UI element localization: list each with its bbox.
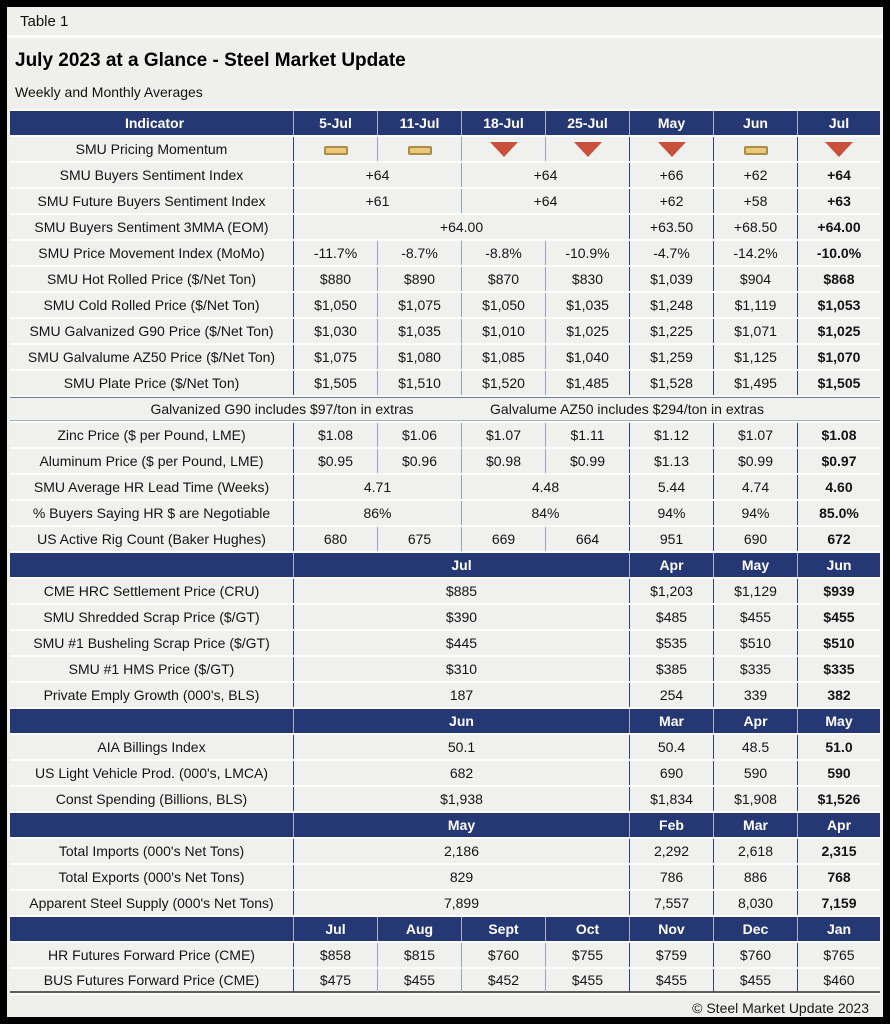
period-header-row (10, 553, 880, 577)
data-cell: 590 (713, 761, 797, 785)
data-cell: 84% (461, 501, 629, 525)
table-row (10, 475, 880, 499)
data-cell: $1,119 (713, 293, 797, 317)
column-header: Feb (629, 813, 713, 837)
data-cell: $1,075 (377, 293, 461, 317)
data-cell: $1,035 (377, 319, 461, 343)
copyright: © Steel Market Update 2023 (692, 1000, 869, 1016)
data-cell: $870 (461, 267, 545, 291)
data-cell: 94% (629, 501, 713, 525)
data-cell: $0.95 (293, 449, 377, 473)
data-cell: +58 (713, 189, 797, 213)
table-row (10, 865, 880, 889)
column-header: Jun (797, 553, 880, 577)
data-cell: $455 (713, 969, 797, 993)
column-header: May (713, 553, 797, 577)
row-label: SMU Buyers Sentiment 3MMA (EOM) (10, 215, 293, 239)
data-cell: $510 (797, 631, 880, 655)
table-row (10, 319, 880, 343)
data-cell: $1,075 (293, 345, 377, 369)
data-cell: $1,050 (461, 293, 545, 317)
page-title: July 2023 at a Glance - Steel Market Update (15, 50, 406, 71)
data-cell: $510 (713, 631, 797, 655)
data-cell: $335 (713, 657, 797, 681)
data-cell: $455 (545, 969, 629, 993)
data-cell: 7,557 (629, 891, 713, 915)
data-cell: $1,485 (545, 371, 629, 395)
column-header: Jul (293, 553, 629, 577)
data-cell: +63.50 (629, 215, 713, 239)
row-label: US Light Vehicle Prod. (000's, LMCA) (10, 761, 293, 785)
row-label: Zinc Price ($ per Pound, LME) (10, 423, 293, 447)
data-cell: -4.7% (629, 241, 713, 265)
table-row (10, 579, 880, 603)
data-cell: 2,186 (293, 839, 629, 863)
data-cell: 50.4 (629, 735, 713, 759)
data-cell: $765 (797, 943, 880, 967)
period-header-row (10, 917, 880, 941)
row-label (10, 553, 293, 577)
data-cell: 786 (629, 865, 713, 889)
row-label (10, 917, 293, 941)
column-header: May (629, 111, 713, 135)
sheet (7, 7, 883, 1017)
table-row (10, 449, 880, 473)
data-cell: 886 (713, 865, 797, 889)
period-header-row (10, 813, 880, 837)
data-cell: $1,053 (797, 293, 880, 317)
row-label: Total Exports (000's Net Tons) (10, 865, 293, 889)
data-cell: $455 (713, 605, 797, 629)
momentum-row (10, 137, 880, 161)
data-cell: +64 (461, 189, 629, 213)
momentum-down-icon (825, 142, 853, 157)
data-cell: $1,025 (797, 319, 880, 343)
table-row (10, 839, 880, 863)
momentum-down-icon (490, 142, 518, 157)
data-cell: +68.50 (713, 215, 797, 239)
row-label: % Buyers Saying HR $ are Negotiable (10, 501, 293, 525)
data-cell: 339 (713, 683, 797, 707)
data-cell: $1.08 (797, 423, 880, 447)
data-cell: $1,259 (629, 345, 713, 369)
data-cell: 4.74 (713, 475, 797, 499)
divider-rule (7, 35, 883, 38)
column-header: Jul (797, 111, 880, 135)
column-header: Aug (377, 917, 461, 941)
table-header-row (10, 111, 880, 135)
table-row (10, 371, 880, 395)
data-cell: $0.97 (797, 449, 880, 473)
momentum-down-icon (574, 142, 602, 157)
data-cell: 672 (797, 527, 880, 551)
column-header: Oct (545, 917, 629, 941)
column-header: Apr (797, 813, 880, 837)
data-cell: $815 (377, 943, 461, 967)
data-cell: $485 (629, 605, 713, 629)
galvanized-extras-note: Galvanized G90 includes $97/ton in extras (150, 401, 414, 417)
data-cell: $1,129 (713, 579, 797, 603)
table-number-label: Table 1 (20, 13, 69, 30)
data-cell: $1.13 (629, 449, 713, 473)
data-cell: $1.07 (461, 423, 545, 447)
column-header: Jan (797, 917, 880, 941)
data-cell: -8.8% (461, 241, 545, 265)
row-label: SMU #1 Busheling Scrap Price ($/GT) (10, 631, 293, 655)
data-cell: 254 (629, 683, 713, 707)
data-cell: -10.9% (545, 241, 629, 265)
data-cell: $385 (629, 657, 713, 681)
data-cell: $390 (293, 605, 629, 629)
data-cell (629, 137, 713, 161)
data-cell: 48.5 (713, 735, 797, 759)
data-cell: 187 (293, 683, 629, 707)
data-cell: $868 (797, 267, 880, 291)
data-cell: 382 (797, 683, 880, 707)
column-header: May (797, 709, 880, 733)
data-cell: 4.71 (293, 475, 461, 499)
data-cell: $760 (461, 943, 545, 967)
data-cell: $1.06 (377, 423, 461, 447)
data-cell: $880 (293, 267, 377, 291)
data-cell: $1.12 (629, 423, 713, 447)
data-cell: 768 (797, 865, 880, 889)
table-row (10, 163, 880, 187)
momentum-flat-icon (324, 146, 348, 155)
data-cell: $760 (713, 943, 797, 967)
data-cell: 690 (713, 527, 797, 551)
row-label: AIA Billings Index (10, 735, 293, 759)
column-header: Nov (629, 917, 713, 941)
indicator-column-header: Indicator (10, 111, 293, 135)
column-header: Mar (713, 813, 797, 837)
data-cell: $1,248 (629, 293, 713, 317)
data-cell: $755 (545, 943, 629, 967)
table-row (10, 267, 880, 291)
table-row (10, 787, 880, 811)
data-cell: $0.98 (461, 449, 545, 473)
data-cell: $1,510 (377, 371, 461, 395)
data-cell: 86% (293, 501, 461, 525)
data-cell: $1,528 (629, 371, 713, 395)
data-cell: +62 (629, 189, 713, 213)
data-cell: $1,010 (461, 319, 545, 343)
table-row (10, 345, 880, 369)
data-cell: 669 (461, 527, 545, 551)
data-cell: $830 (545, 267, 629, 291)
data-cell: $1,908 (713, 787, 797, 811)
data-cell: -14.2% (713, 241, 797, 265)
data-cell: +64 (461, 163, 629, 187)
column-header: 11-Jul (377, 111, 461, 135)
row-label: Total Imports (000's Net Tons) (10, 839, 293, 863)
data-cell: 5.44 (629, 475, 713, 499)
table-row (10, 501, 880, 525)
table-row (10, 605, 880, 629)
column-header: May (293, 813, 629, 837)
data-cell: $1,070 (797, 345, 880, 369)
data-cell: $335 (797, 657, 880, 681)
data-cell: $460 (797, 969, 880, 993)
table-row (10, 969, 880, 993)
data-cell: $904 (713, 267, 797, 291)
momentum-down-icon (658, 142, 686, 157)
data-cell: +64 (293, 163, 461, 187)
data-cell: $310 (293, 657, 629, 681)
table-row (10, 683, 880, 707)
period-header-row (10, 709, 880, 733)
data-cell: -10.0% (797, 241, 880, 265)
data-cell: -11.7% (293, 241, 377, 265)
data-cell: 8,030 (713, 891, 797, 915)
row-label: Apparent Steel Supply (000's Net Tons) (10, 891, 293, 915)
page-subtitle: Weekly and Monthly Averages (15, 84, 203, 100)
column-header: Mar (629, 709, 713, 733)
data-cell (545, 137, 629, 161)
table-row (10, 527, 880, 551)
column-header: Jul (293, 917, 377, 941)
data-cell: 664 (545, 527, 629, 551)
row-label: Const Spending (Billions, BLS) (10, 787, 293, 811)
table-row (10, 189, 880, 213)
data-cell: $885 (293, 579, 629, 603)
data-cell: $445 (293, 631, 629, 655)
data-cell: $455 (629, 969, 713, 993)
row-label: SMU Buyers Sentiment Index (10, 163, 293, 187)
table-row (10, 943, 880, 967)
column-header: Jun (713, 111, 797, 135)
row-label: SMU Cold Rolled Price ($/Net Ton) (10, 293, 293, 317)
momentum-flat-icon (744, 146, 768, 155)
data-cell: $1,080 (377, 345, 461, 369)
row-label: SMU Plate Price ($/Net Ton) (10, 371, 293, 395)
row-label: SMU Average HR Lead Time (Weeks) (10, 475, 293, 499)
data-cell: $1,125 (713, 345, 797, 369)
data-cell: 2,315 (797, 839, 880, 863)
data-cell: 682 (293, 761, 629, 785)
row-label: SMU #1 HMS Price ($/GT) (10, 657, 293, 681)
data-cell: $455 (377, 969, 461, 993)
row-label: SMU Galvalume AZ50 Price ($/Net Ton) (10, 345, 293, 369)
data-cell: $1,495 (713, 371, 797, 395)
column-header: 5-Jul (293, 111, 377, 135)
data-cell: 675 (377, 527, 461, 551)
table-row (10, 631, 880, 655)
data-cell: 829 (293, 865, 629, 889)
data-cell: $452 (461, 969, 545, 993)
table-row (10, 735, 880, 759)
data-cell: 94% (713, 501, 797, 525)
column-header: Apr (713, 709, 797, 733)
data-cell: $1,085 (461, 345, 545, 369)
data-cell (377, 137, 461, 161)
data-cell: +64 (797, 163, 880, 187)
data-cell: +62 (713, 163, 797, 187)
data-cell: +64.00 (797, 215, 880, 239)
data-cell: 50.1 (293, 735, 629, 759)
row-label: CME HRC Settlement Price (CRU) (10, 579, 293, 603)
data-cell: $0.99 (545, 449, 629, 473)
data-cell: -8.7% (377, 241, 461, 265)
table-row (10, 891, 880, 915)
data-cell: $1,526 (797, 787, 880, 811)
data-cell: 85.0% (797, 501, 880, 525)
column-header: 25-Jul (545, 111, 629, 135)
row-label: SMU Future Buyers Sentiment Index (10, 189, 293, 213)
table-row (10, 657, 880, 681)
data-cell: $1,225 (629, 319, 713, 343)
column-header: Sept (461, 917, 545, 941)
data-cell: $939 (797, 579, 880, 603)
data-cell: +66 (629, 163, 713, 187)
data-cell: $1.11 (545, 423, 629, 447)
data-cell: $475 (293, 969, 377, 993)
data-cell: $1,040 (545, 345, 629, 369)
table-row (10, 293, 880, 317)
data-cell: $1,025 (545, 319, 629, 343)
row-label: SMU Price Movement Index (MoMo) (10, 241, 293, 265)
note-cell (10, 397, 880, 421)
data-cell: 951 (629, 527, 713, 551)
data-cell: $1,834 (629, 787, 713, 811)
data-cell: $1,030 (293, 319, 377, 343)
data-cell: $890 (377, 267, 461, 291)
table-row (10, 423, 880, 447)
galvalume-extras-note: Galvalume AZ50 includes $294/ton in extras (490, 401, 764, 417)
note-row (10, 397, 880, 421)
data-cell: $1,505 (293, 371, 377, 395)
data-cell: 680 (293, 527, 377, 551)
data-cell: $858 (293, 943, 377, 967)
data-cell: $1,203 (629, 579, 713, 603)
table-row (10, 215, 880, 239)
data-cell: $1,505 (797, 371, 880, 395)
row-label: Aluminum Price ($ per Pound, LME) (10, 449, 293, 473)
column-header: 18-Jul (461, 111, 545, 135)
row-label (10, 813, 293, 837)
data-cell: 590 (797, 761, 880, 785)
data-cell: $1,050 (293, 293, 377, 317)
data-cell: $535 (629, 631, 713, 655)
data-cell: $1,039 (629, 267, 713, 291)
row-label: SMU Pricing Momentum (10, 137, 293, 161)
row-label: SMU Hot Rolled Price ($/Net Ton) (10, 267, 293, 291)
column-header: Jun (293, 709, 629, 733)
data-cell (461, 137, 545, 161)
table-row (10, 241, 880, 265)
data-cell: $455 (797, 605, 880, 629)
data-cell: $1,520 (461, 371, 545, 395)
glance-table (10, 109, 880, 995)
row-label: US Active Rig Count (Baker Hughes) (10, 527, 293, 551)
data-cell (293, 137, 377, 161)
momentum-flat-icon (408, 146, 432, 155)
row-label: SMU Galvanized G90 Price ($/Net Ton) (10, 319, 293, 343)
data-cell: $1.07 (713, 423, 797, 447)
data-cell: $1,938 (293, 787, 629, 811)
row-label (10, 709, 293, 733)
data-cell: $0.96 (377, 449, 461, 473)
data-cell (713, 137, 797, 161)
row-label: HR Futures Forward Price (CME) (10, 943, 293, 967)
data-cell: 2,618 (713, 839, 797, 863)
column-header: Dec (713, 917, 797, 941)
data-cell: $0.99 (713, 449, 797, 473)
data-cell: 7,159 (797, 891, 880, 915)
data-cell: +63 (797, 189, 880, 213)
data-cell: 7,899 (293, 891, 629, 915)
data-cell: $1,035 (545, 293, 629, 317)
data-cell: $1.08 (293, 423, 377, 447)
data-cell: 4.48 (461, 475, 629, 499)
column-header: Apr (629, 553, 713, 577)
row-label: BUS Futures Forward Price (CME) (10, 969, 293, 993)
row-label: SMU Shredded Scrap Price ($/GT) (10, 605, 293, 629)
data-cell (797, 137, 880, 161)
data-cell: +61 (293, 189, 461, 213)
data-cell: 4.60 (797, 475, 880, 499)
data-cell: 51.0 (797, 735, 880, 759)
table-row (10, 761, 880, 785)
data-cell: $759 (629, 943, 713, 967)
row-label: Private Emply Growth (000's, BLS) (10, 683, 293, 707)
data-cell: $1,071 (713, 319, 797, 343)
data-cell: 690 (629, 761, 713, 785)
data-cell: 2,292 (629, 839, 713, 863)
data-cell: +64.00 (293, 215, 629, 239)
